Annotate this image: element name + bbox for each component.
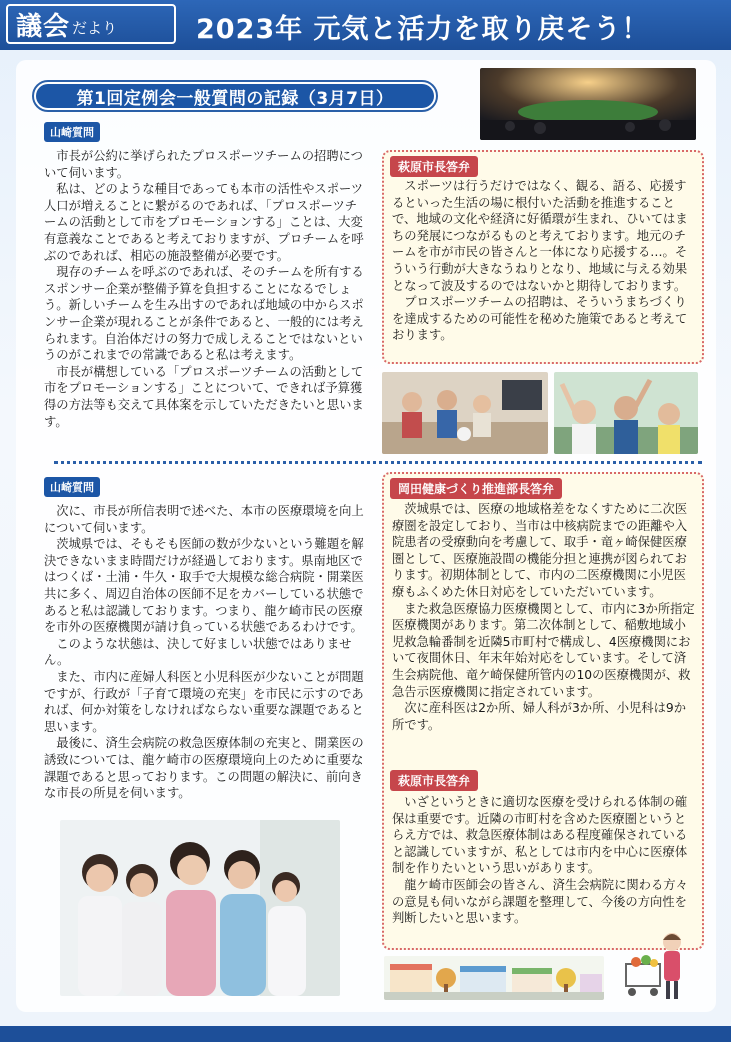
a2-paragraph: また救急医療協力医療機関として、市内に3か所指定医療機関があります。第二次体制として、稲敷地域小児救急輪番制を近隣5市町村で構成し、4医療機関において夜間休日、年末年始対応をしています。そして済生会病院他、竜ケ崎保健所管内の10の医療機関が、救急告示医療機関に指定されています。: [392, 601, 695, 699]
question-tag-1: 山崎質問: [44, 122, 100, 142]
answer-tag-1: 萩原市長答弁: [390, 156, 478, 177]
section-title-frame: [32, 80, 438, 112]
a2-paragraph: 茨城県では、医療の地域格差をなくすために二次医療圏を設定しており、当市は中核病院までの距離や入院患者の受療動向を考慮して、取手・竜ヶ崎保健医療圏として、医療施設間の機能分担と連携が図られております。初期体制として、市内の二医療機関に小児医療もふくめた休日対応をしていただいています。: [392, 502, 688, 599]
fans-watching-tv-photo: [382, 372, 548, 454]
shopper-illustration: [618, 926, 702, 1004]
question-2-text: [44, 503, 366, 802]
town-illustration: [384, 956, 604, 1000]
q2-paragraph: 最後に、済生会病院の救急医療体制の充実と、開業医の誘致については、龍ケ崎市の医療環境向上のために重要な課題であると思っております。この問題の解決に、前向きな市長の所見を伺います。: [44, 736, 364, 801]
answer-3-text: [392, 794, 696, 927]
answer-tag-3: 萩原市長答弁: [390, 770, 478, 791]
q1-paragraph: 私は、どのような種目であっても本市の活性やスポーツ人口が増えることに繋がるのであれば、「プロスポーツチームの活動として市をプロモーションする」ことは、大変有意義なことであると考えておりますが、プロチームを呼ぶのであれば、相応の施設整備が必要です。: [44, 182, 364, 263]
q2-paragraph: また、市内に産婦人科医と小児科医が少ないことが問題ですが、行政が「子育て環境の充実」を市民に示すのであれば、何か対策をしなければならない重要な課題であると思います。: [44, 669, 364, 734]
q2-paragraph: このような状態は、決して好ましい状態ではありません。: [44, 636, 352, 668]
question-tag-2: 山崎質問: [44, 477, 100, 497]
answer-1-text: [392, 178, 696, 344]
q1-paragraph: 市長が公約に挙げられたプロスポーツチームの招聘について伺います。: [44, 149, 363, 180]
logo-sub-text: だより: [72, 18, 118, 37]
section-divider: [54, 461, 702, 464]
stadium-photo: [480, 68, 696, 140]
answer-tag-2: 岡田健康づくり推進部長答弁: [390, 478, 562, 499]
question-1-text: [44, 148, 366, 430]
a1-paragraph: プロスポーツチームの招聘は、そういうまちづくりを達成するための可能性を秘めた施策であると考えております。: [392, 295, 688, 343]
footer-bar: [0, 1026, 731, 1042]
answer-2-text: [392, 501, 696, 733]
a3-paragraph: 龍ケ崎市医師会の皆さん、済生会病院に関わる方々の意見も伺いながら課題を整理して、今後の方向性を判断したいと思います。: [392, 877, 688, 926]
q2-paragraph: 茨城県では、そもそも医師の数が少ないという難題を解決できないまま時間だけが経過しております。県南地区ではつくば・土浦・牛久・取手で大規模な総合病院・開業医共に多く、周辺自治体の医師不足をカバーしている状態であると私は認識しております。つまり、龍ケ崎市民の医療を市外の医療機関が請け負っている状態であるわけです。: [44, 537, 364, 635]
q2-paragraph: 次に、市長が所信表明で述べた、本市の医療環境を向上について伺います。: [44, 504, 364, 535]
cheering-fans-photo: [554, 372, 698, 454]
page-headline: 2023年 元気と活力を取り戻そう！: [196, 14, 650, 45]
header-bar: [0, 0, 731, 50]
section-title: 第1回定例会一般質問の記録（3月7日）: [36, 84, 434, 108]
q1-paragraph: 市長が構想している「プロスポーツチームの活動として市をプロモーションする」ことについて、できれば予算獲得の方法等も交えて具体案を示していただきたいと思います。: [44, 364, 364, 429]
medical-staff-photo: [60, 820, 340, 996]
newsletter-logo: [6, 4, 176, 44]
q1-paragraph: 現存のチームを呼ぶのであれば、そのチームを所有するスポンサー企業が整備予算を負担することになるでしょう。新しいチームを生み出すのであれば地域の中からスポンサー企業が現れることが条件であると、一般的には考えられます。自治体だけの努力で成しえることではないというのがこれまでの常識であると私は考えます。: [44, 265, 364, 363]
logo-main-text: 議会: [16, 11, 71, 42]
a3-paragraph: いざというときに適切な医療を受けられる体制の確保は重要です。近隣の市町村を含めた医療圏というとらえ方では、救急医療体制はある程度確保されていると認識していますが、私としては市内を中心に医療体制を作りたいという思いがあります。: [392, 795, 688, 876]
a1-paragraph: スポーツは行うだけではなく、観る、語る、応援するといった生活の場に根付いた活動を推進することで、地域の文化や経済に好循環が生まれ、ひいてはまちの発展につながるものと考えております。地元のチームを市が市民の皆さんと一体になり応援する…。そういう行動が大きなうねりとなり、地域に与える効果となって波及するのではないかと期待しております。: [392, 179, 688, 293]
a2-paragraph: 次に産科医は2か所、婦人科が3か所、小児科は9か所です。: [392, 701, 687, 732]
